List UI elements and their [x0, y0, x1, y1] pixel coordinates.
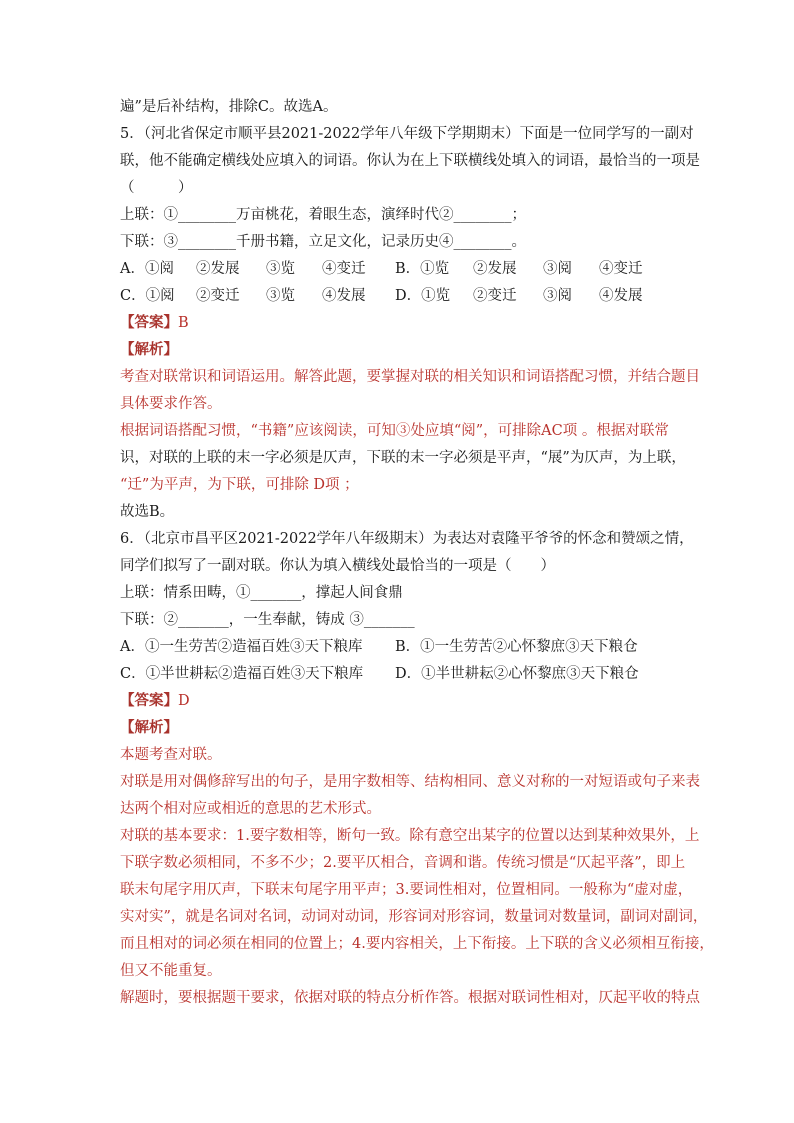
- couplet-upper: 上联：①________万亩桃花，着眼生态，演绎时代②________；: [120, 207, 526, 223]
- q5-option-d: D．①览: [395, 288, 451, 304]
- q5-option-b-2: ②发展: [473, 261, 517, 277]
- q6-analysis-line: 下联字数必须相同，不多不少；2.要平仄相合，音调和谐。传统习惯是“仄起平落”，即上: [120, 855, 686, 871]
- question-5-bracket: （ ）: [120, 180, 193, 196]
- q5-analysis-line: “迁”为平声，为下联，可排除 D项 ；: [120, 477, 359, 493]
- q6-option-c: C．①半世耕耘②造福百姓③天下粮库: [120, 666, 364, 682]
- analysis-tag: 【解析】: [120, 719, 178, 736]
- q5-analysis-tag: [120, 340, 680, 360]
- q6-analysis-line: 解题时，要根据题干要求，依据对联的特点分析作答。根据对联词性相对，仄起平收的特点: [120, 990, 700, 1006]
- q6-option-b: B．①一生劳苦②心怀黎庶③天下粮仓: [395, 639, 638, 655]
- question-6-stem: 6．（北京市昌平区2021-2022学年八年级期末）为表达对袁隆平爷爷的怀念和赞颂之情，: [120, 531, 694, 547]
- q6-answer: [120, 691, 680, 711]
- q6-analysis-line: 本题考查对联。: [120, 747, 222, 763]
- q5-analysis-line: 根据词语搭配习惯，“书籍”应该阅读，可知③处应填“阅”，可排除AC项 。根据对联常: [120, 423, 669, 439]
- q5-option-a: A．①阅: [120, 261, 174, 277]
- q5-option-c-4: ④发展: [322, 288, 366, 304]
- answer-tag: 【答案】: [120, 692, 178, 709]
- q5-option-c-3: ③览: [266, 288, 295, 304]
- couplet-lower: 下联：③________千册书籍，立足文化，记录历史④________。: [120, 234, 526, 250]
- answer-tag: 【答案】: [120, 314, 178, 331]
- question-6-stem-line2: 同学们拟写了一副对联。你认为填入横线处最恰当的一项是（ ）: [120, 558, 555, 574]
- q6-couplet-lower: 下联：②_______，一生奉献，铸成 ③_______: [120, 612, 415, 628]
- q5-option-a-4: ④变迁: [322, 261, 366, 277]
- q5-conclusion: 故选B。: [120, 504, 175, 520]
- q5-option-d-2: ②变迁: [473, 288, 517, 304]
- q6-analysis-line: 联末句尾字用仄声，下联末句尾字用平声；3.要词性相对，位置相同。一般称为“虚对虚，: [120, 882, 693, 898]
- q5-answer: [120, 313, 680, 333]
- q5-analysis-line: 具体要求作答。: [120, 396, 222, 412]
- q6-couplet-upper: 上联：情系田畴，①_______，撑起人间食鼎: [120, 585, 403, 601]
- q5-option-d-4: ④发展: [599, 288, 643, 304]
- q6-option-a: A．①一生劳苦②造福百姓③天下粮库: [120, 639, 363, 655]
- q6-analysis-line: 实对实”，就是名词对名词，动词对动词，形容词对形容词，数量词对数量词，副词对副词，: [120, 909, 708, 925]
- question-5-stem: 5．（河北省保定市顺平县2021-2022学年八年级下学期期末）下面是一位同学写的一副对: [120, 126, 694, 142]
- question-5-stem-line2: 联，他不能确定横线处应填入的词语。你认为在上下联横线处填入的词语，最恰当的一项是: [120, 153, 700, 169]
- q6-analysis-tag: [120, 718, 680, 738]
- q6-analysis-line: 对联是用对偶修辞写出的句子，是用字数相等、结构相同、意义对称的一对短语或句子来表: [120, 774, 700, 790]
- q5-option-a-2: ②发展: [196, 261, 240, 277]
- q5-analysis-line: 识，对联的上联的末一字必须是仄声，下联的末一字必须是平声，“展”为仄声，为上联，: [120, 450, 686, 466]
- q5-option-c: C．①阅: [120, 288, 175, 304]
- q5-option-d-3: ③阅: [543, 288, 572, 304]
- analysis-tag: 【解析】: [120, 341, 178, 358]
- q5-option-c-2: ②变迁: [196, 288, 240, 304]
- q6-analysis-line: 而且相对的词必须在相同的位置上；4.要内容相关，上下衔接。上下联的含义必须相互衔接，: [120, 936, 714, 952]
- q5-option-a-3: ③览: [266, 261, 295, 277]
- q6-analysis-line: 但又不能重复。: [120, 963, 222, 979]
- q5-analysis-line: 考查对联常识和词语运用。解答此题，要掌握对联的相关知识和词语搭配习惯，并结合题目: [120, 369, 700, 385]
- answer-value: D: [178, 693, 190, 709]
- answer-value: B: [178, 315, 189, 331]
- q5-option-b-3: ③阅: [543, 261, 572, 277]
- q5-option-b-4: ④变迁: [599, 261, 643, 277]
- q6-analysis-line: 对联的基本要求：1.要字数相等，断句一致。除有意空出某字的位置以达到某种效果外，上: [120, 828, 700, 844]
- q6-analysis-line: 达两个相对应或相近的意思的艺术形式。: [120, 801, 381, 817]
- q5-option-b: B．①览: [395, 261, 450, 277]
- text-line: 遍”是后补结构，排除C。故选A。: [120, 99, 338, 115]
- q6-option-d: D．①半世耕耘②心怀黎庶③天下粮仓: [395, 666, 639, 682]
